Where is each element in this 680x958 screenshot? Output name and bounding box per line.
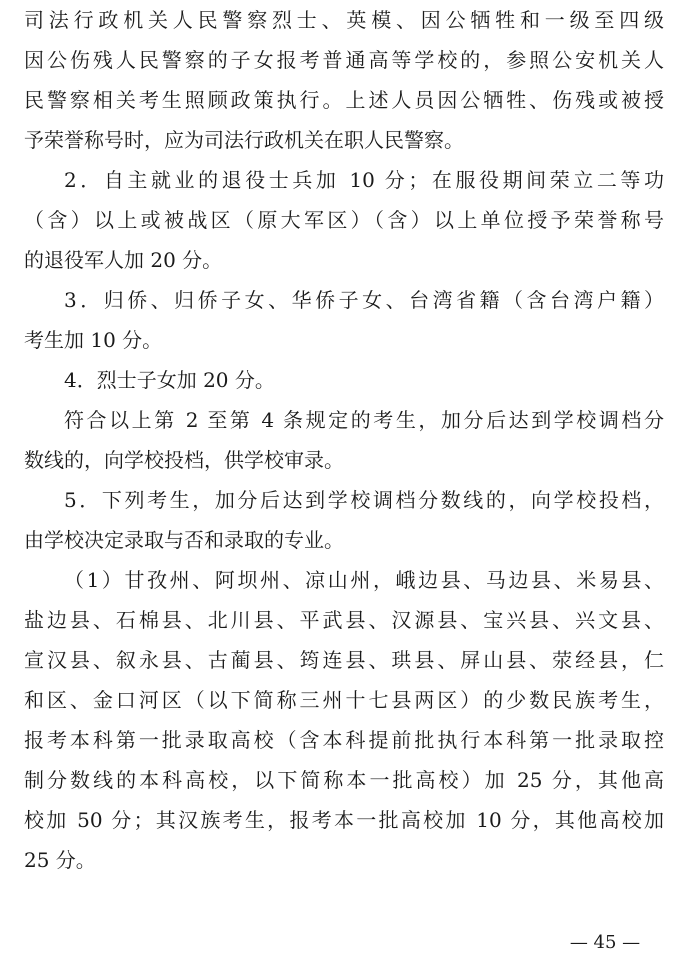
- paragraph-line: 的退役军人加 20 分。: [24, 248, 223, 272]
- paragraph-line: 25 分。: [24, 848, 96, 872]
- paragraph-line: 考生加 10 分。: [24, 328, 163, 352]
- paragraph-line: 和区、金口河区（以下简称三州十七县两区）的少数民族考生，: [24, 688, 664, 712]
- paragraph-line: 予荣誉称号时，应为司法行政机关在职人民警察。: [24, 128, 464, 152]
- paragraph-line: 数线的，向学校投档，供学校审录。: [24, 448, 344, 472]
- paragraph-line: （含）以上或被战区（原大军区）（含）以上单位授予荣誉称号: [24, 208, 664, 232]
- paragraph-line: 制分数线的本科高校，以下简称本一批高校）加 25 分，其他高: [24, 768, 664, 792]
- paragraph-line: 盐边县、石棉县、北川县、平武县、汉源县、宝兴县、兴文县、: [24, 608, 664, 632]
- paragraph-line: 由学校决定录取与否和录取的专业。: [24, 528, 344, 552]
- page-number: — 45 —: [569, 932, 641, 953]
- paragraph-line: （1）甘孜州、阿坝州、凉山州，峨边县、马边县、米易县、: [64, 568, 664, 592]
- paragraph-line: 4．烈士子女加 20 分。: [64, 368, 275, 392]
- paragraph-line: 3．归侨、归侨子女、华侨子女、台湾省籍（含台湾户籍）: [64, 288, 664, 312]
- paragraph-line: 司法行政机关人民警察烈士、英模、因公牺牲和一级至四级: [24, 8, 664, 32]
- paragraph-line: 2．自主就业的退役士兵加 10 分；在服役期间荣立二等功: [64, 168, 664, 192]
- paragraph-line: 民警察相关考生照顾政策执行。上述人员因公牺牲、伤残或被授: [24, 88, 664, 112]
- paragraph-line: 校加 50 分；其汉族考生，报考本一批高校加 10 分，其他高校加: [24, 808, 664, 832]
- paragraph-line: 宣汉县、叙永县、古蔺县、筠连县、珙县、屏山县、荥经县，仁: [24, 648, 664, 672]
- paragraph-line: 5．下列考生，加分后达到学校调档分数线的，向学校投档，: [64, 488, 664, 512]
- paragraph-line: 报考本科第一批录取高校（含本科提前批执行本科第一批录取控: [24, 728, 664, 752]
- paragraph-line: 因公伤残人民警察的子女报考普通高等学校的，参照公安机关人: [24, 48, 664, 72]
- paragraph-line: 符合以上第 2 至第 4 条规定的考生，加分后达到学校调档分: [64, 408, 664, 432]
